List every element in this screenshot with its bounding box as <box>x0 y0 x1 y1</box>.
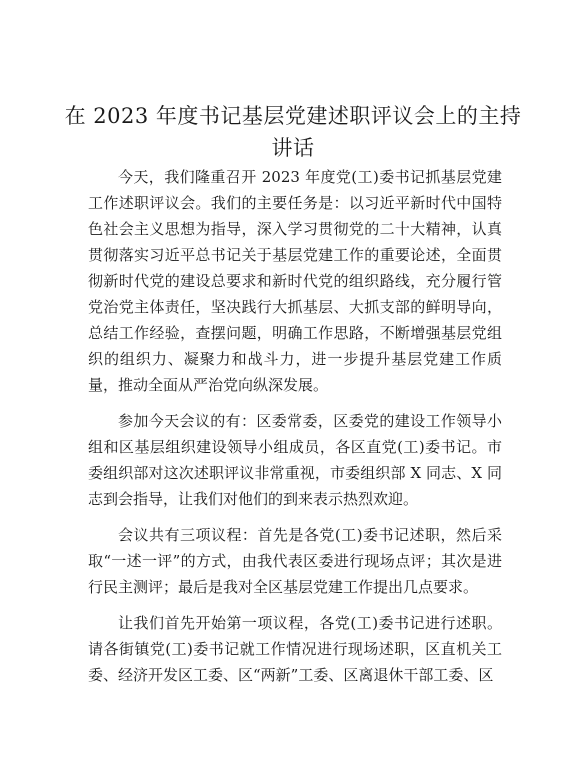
paragraph-agenda: 会议共有三项议程：首先是各党(工)委书记述职，然后采取“一述一评”的方式，由我代表区委进行现场点评；其次是进行民主测评；最后是我对全区基层党建工作提出几点要求。 <box>88 526 502 596</box>
paragraph-first-item: 让我们首先开始第一项议程，各党(工)委书记进行述职。请各街镇党(工)委书记就工作情况进行现场述职，区直机关工委、经济开发区工委、区“两新”工委、区离退休干部工委、区 <box>88 614 502 684</box>
paragraph-opening: 今天，我们隆重召开 2023 年度党(工)委书记抓基层党建工作述职评议会。我们的主要任务是：以习近平新时代中国特色社会主义思想为指导，深入学习贯彻党的二十大精神，认真贯彻落实习近平总书记关于基层党建工作的重要论述，全面贯彻新时代党的建设总要求和新时代党的组织路线，充分履行管党治党主体责任，坚决践行大抓基层、大抓支部的鲜明导向，总结工作经验，查摆问题，明确工作思路，不断增强基层党组织的组织力、凝聚力和战斗力，进一步提升基层党建工作质量，推动全面从严治党向纵深发展。 <box>88 168 502 394</box>
document-body <box>88 164 502 698</box>
document-title: 在 2023 年度书记基层党建述职评议会上的主持讲话 <box>64 104 522 160</box>
paragraph-attendees: 参加今天会议的有：区委常委，区委党的建设工作领导小组和区基层组织建设领导小组成员，各区直党(工)委书记。市委组织部对这次述职评议非常重视，市委组织部 X 同志、X 同志到会指导，让我们对他们的到来表示热烈欢迎。 <box>88 412 502 508</box>
